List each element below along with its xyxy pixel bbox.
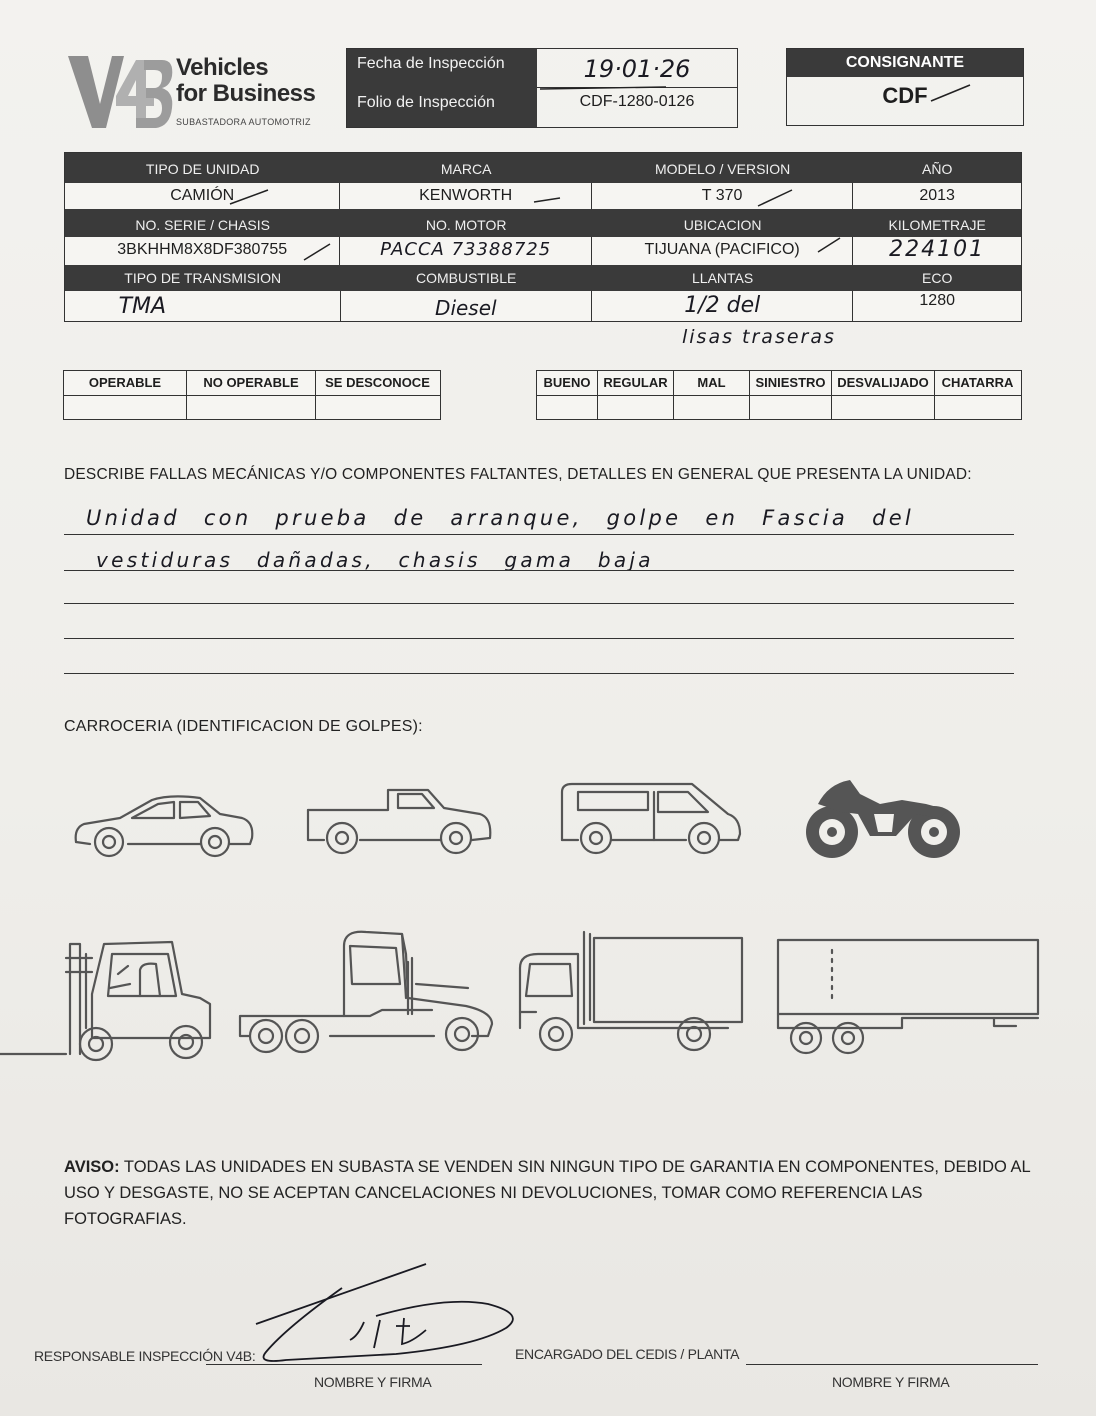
desvalijado-checkbox[interactable]: [832, 396, 935, 419]
header-llantas: LLANTAS: [692, 270, 754, 286]
header-transmision: TIPO DE TRANSMISION: [124, 270, 282, 286]
grid-header-row-2: [65, 209, 1021, 237]
header-serie: NO. SERIE / CHASIS: [135, 217, 270, 233]
header-tipo-unidad: TIPO DE UNIDAD: [145, 161, 260, 177]
condition-table: [536, 370, 1022, 420]
marca-field[interactable]: KENWORTH: [340, 183, 591, 209]
consignante-value: CDF: [882, 83, 928, 108]
mal-label: MAL: [674, 371, 750, 395]
siniestro-checkbox[interactable]: [750, 396, 832, 419]
ubicacion-field[interactable]: TIJUANA (PACIFICO): [592, 237, 853, 265]
nombre-firma-1: NOMBRE Y FIRMA: [314, 1374, 432, 1390]
modelo-field[interactable]: T 370: [592, 183, 853, 209]
grid-value-row-3: [65, 291, 1021, 321]
grid-value-row-2: [65, 237, 1021, 265]
carroceria-title: CARROCERIA (IDENTIFICACION DE GOLPES):: [64, 718, 423, 735]
header-combustible: COMBUSTIBLE: [415, 270, 517, 286]
header-kilometraje: KILOMETRAJE: [888, 217, 986, 233]
aviso-text: TODAS LAS UNIDADES EN SUBASTA SE VENDEN SIN NINGUN TIPO DE GARANTIA EN COMPONENTES, DEBIDO AL USO Y DESGASTE, NO SE ACEPTAN CANCELACIONES NI DEVOLUCIONES, TOMAR COMO REFERENCIA LAS FOTOGRAFIAS.: [64, 1158, 1031, 1228]
fallas-line-5[interactable]: [64, 673, 1014, 674]
fecha-field[interactable]: 19·01·26: [537, 49, 737, 88]
operability-header-row: [64, 371, 440, 395]
chatarra-label: CHATARRA: [941, 375, 1014, 390]
header-motor: NO. MOTOR: [425, 217, 507, 233]
grid-header-row-3: [65, 265, 1021, 291]
consignante-box: [786, 48, 1024, 126]
llantas-note: lisas traseras: [682, 326, 836, 348]
se-desconoce-checkbox[interactable]: [316, 396, 439, 419]
motor-field[interactable]: PACCA 73388725: [340, 237, 591, 265]
consignante-field[interactable]: [787, 77, 1023, 109]
siniestro-label: SINIESTRO: [750, 371, 832, 395]
grid-header-row-1: [65, 153, 1021, 183]
condition-header-row: [537, 371, 1021, 395]
serie-field[interactable]: 3BKHHM8X8DF380755: [65, 237, 340, 265]
responsable-label: RESPONSABLE INSPECCIÓN V4B:: [34, 1348, 256, 1364]
vehicle-info-grid: [64, 152, 1022, 322]
no-operable-checkbox[interactable]: [187, 396, 316, 419]
mal-checkbox[interactable]: [674, 396, 750, 419]
chatarra-checkbox[interactable]: [935, 396, 1020, 419]
header-eco: ECO: [922, 270, 953, 286]
logo-subtitle: SUBASTADORA AUTOMOTRIZ: [176, 117, 311, 127]
operability-table: [63, 370, 441, 420]
trailer-icon[interactable]: [772, 934, 1044, 1064]
condition-check-row: [537, 395, 1021, 419]
check-slash-mark: [928, 82, 974, 104]
van-icon[interactable]: [556, 778, 746, 858]
pickup-icon[interactable]: [304, 784, 496, 858]
operability-check-row: [64, 395, 440, 419]
combustible-field[interactable]: Diesel: [341, 291, 592, 321]
logo-line2: for Business: [176, 80, 316, 107]
se-desconoce-label: SE DESCONOCE: [325, 375, 430, 390]
fecha-label: Fecha de Inspección: [347, 49, 537, 88]
bueno-label: BUENO: [537, 371, 598, 395]
fallas-line-2[interactable]: [64, 570, 1014, 571]
kilometraje-field[interactable]: 224101: [889, 237, 986, 262]
consignante-label: CONSIGNANTE: [787, 49, 1023, 77]
header-modelo: MODELO / VERSION: [654, 161, 791, 177]
regular-checkbox[interactable]: [598, 396, 674, 419]
encargado-signature-line[interactable]: [746, 1364, 1038, 1365]
car-icon[interactable]: [70, 792, 260, 862]
header-marca: MARCA: [440, 161, 492, 177]
box-truck-icon[interactable]: [512, 924, 748, 1064]
bueno-checkbox[interactable]: [537, 396, 598, 419]
fallas-line-1[interactable]: [64, 534, 1014, 535]
encargado-label: ENCARGADO DEL CEDIS / PLANTA: [515, 1346, 740, 1362]
handwritten-signature-icon: [226, 1256, 526, 1374]
fallas-line-4[interactable]: [64, 638, 1014, 639]
desvalijado-label: DESVALIJADO: [832, 371, 935, 395]
tipo-unidad-field[interactable]: CAMIÓN: [65, 183, 340, 209]
aviso-notice: [64, 1154, 1034, 1232]
v4b-logo-icon: [66, 52, 174, 132]
motorcycle-icon[interactable]: [798, 774, 966, 862]
operable-checkbox[interactable]: [64, 396, 187, 419]
folio-field[interactable]: CDF-1280-0126: [579, 93, 695, 110]
grid-value-row-1: [65, 183, 1021, 209]
header-anio: AÑO: [922, 161, 953, 177]
folio-label: Folio de Inspección: [347, 88, 537, 127]
fallas-line-2-text: vestiduras dañadas, chasis gama baja: [96, 548, 654, 572]
logo-line1: Vehicles: [176, 54, 269, 81]
llantas-field[interactable]: 1/2 del: [592, 291, 853, 321]
eco-field[interactable]: 1280: [919, 292, 955, 309]
fallas-line-1-text: Unidad con prueba de arranque, golpe en Fascia del: [86, 506, 915, 530]
aviso-label: AVISO:: [64, 1158, 120, 1176]
forklift-icon[interactable]: [0, 934, 216, 1064]
operable-label: OPERABLE: [64, 371, 187, 395]
logo-wordmark: [176, 55, 315, 107]
fallas-title: DESCRIBE FALLAS MECÁNICAS Y/O COMPONENTES FALTANTES, DETALLES EN GENERAL QUE PRESENTA LA UNIDAD:: [64, 466, 972, 483]
no-operable-label: NO OPERABLE: [187, 371, 316, 395]
regular-label: REGULAR: [598, 371, 674, 395]
nombre-firma-2: NOMBRE Y FIRMA: [832, 1374, 950, 1390]
tractor-truck-icon[interactable]: [236, 924, 496, 1064]
fecha-underline-mark: [538, 84, 668, 92]
anio-field[interactable]: 2013: [919, 187, 955, 204]
transmision-field[interactable]: TMA: [65, 291, 341, 321]
header-ubicacion: UBICACION: [683, 217, 762, 233]
fallas-line-3[interactable]: [64, 603, 1014, 604]
